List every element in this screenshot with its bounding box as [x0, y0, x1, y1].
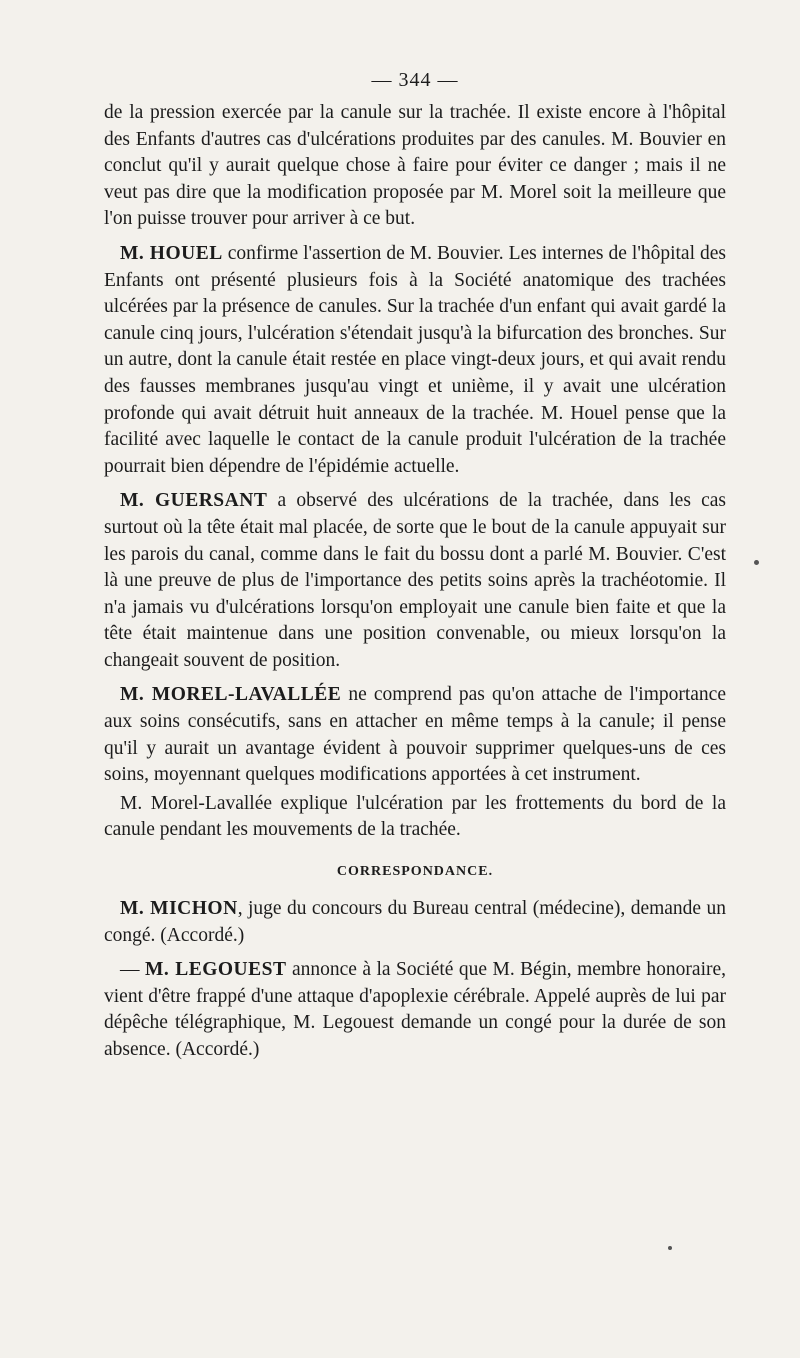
prefix-legouest: —	[120, 959, 145, 981]
speaker-houel: M. HOUEL	[120, 242, 223, 264]
paragraph-houel	[104, 241, 726, 480]
paragraph-michon	[104, 896, 726, 949]
paragraph-morel-lavallee	[104, 682, 726, 788]
paragraph-1	[104, 100, 726, 233]
paragraph-guersant	[104, 488, 726, 674]
section-heading-correspondance: CORRESPONDANCE.	[336, 864, 494, 880]
paragraph-legouest	[104, 957, 726, 1063]
paragraph-michon-text: , juge du concours du Bureau central (médecine), demande un congé. (Accordé.)	[104, 898, 726, 946]
paragraph-morel-explication	[104, 791, 726, 844]
paragraph-morel-lavallee-text: ne comprend pas qu'on attache de l'importance aux soins consécutifs, sans en attacher en même temps à la canule; il pense qu'il y aurait un avantage évident à pouvoir supprimer quelques-uns de ces soins, moyennant quelques modifications apportées à cet instrument.	[104, 684, 726, 786]
paragraph-guersant-text: a observé des ulcérations de la trachée, dans les cas surtout où la tête était mal placée, de sorte que le bout de la canule appuyait sur les parois du canal, comme dans le fait du bossu dont a parlé M. Bouvier. C'est là une preuve de plus de l'importance des petits soins après la trachéotomie. Il n'a jamais vu d'ulcérations lorsqu'on employait une canule bien faite et que la tête était maintenue dans une position convenable, ou mieux lorsqu'on la changeait souvent de position.	[104, 490, 726, 671]
ink-speck	[754, 560, 759, 565]
speaker-legouest: M. LEGOUEST	[144, 959, 287, 981]
paragraph-legouest-text: annonce à la Société que M. Bégin, membre honoraire, vient d'être frappé d'une attaque d'apoplexie cérébrale. Appelé auprès de lui par dépêche télégraphique, M. Legouest demande un congé pour la durée de son absence. (Accordé.)	[104, 959, 727, 1060]
paragraph-houel-text: confirme l'assertion de M. Bouvier. Les internes de l'hôpital des Enfants ont présenté plusieurs fois à la Société anatomique des trachées ulcérées par la présence de canules. Sur la trachée d'un enfant qui avait gardé la canule cinq jours, l'ulcération s'étendait jusqu'à la bifurcation des bronches. Sur un autre, dont la canule était restée en place vingt-deux jours, et qui avait rendu des fausses membranes jusqu'au vingt et unième, il y avait une ulcération profonde qui avait détruit huit anneaux de la trachée. M. Houel pense que la facilité avec laquelle le contact de la canule produit l'ulcération de la trachée pourrait bien dépendre de l'épidémie actuelle.	[104, 242, 726, 477]
paragraph-1-text: de la pression exercée par la canule sur la trachée. Il existe encore à l'hôpital des Enfants d'autres cas d'ulcérations produites par des canules. M. Bouvier en conclut qu'il y aurait quelque chose à faire pour éviter ce danger ; mais il ne veut pas dire que la modification proposée par M. Morel soit la meilleure que l'on puisse trouver pour arriver à ce but.	[104, 102, 726, 230]
speaker-michon: M. MICHON	[120, 898, 238, 920]
page	[104, 66, 726, 1064]
ink-speck	[668, 1246, 672, 1250]
paragraph-morel-explication-text: M. Morel-Lavallée explique l'ulcération par les frottements du bord de la canule pendant les mouvements de la trachée.	[104, 792, 726, 841]
speaker-morel-lavallee: M. MOREL-LAVALLÉE	[120, 684, 342, 706]
speaker-guersant: M. GUERSANT	[120, 490, 268, 512]
page-number: — 344 —	[371, 69, 459, 91]
